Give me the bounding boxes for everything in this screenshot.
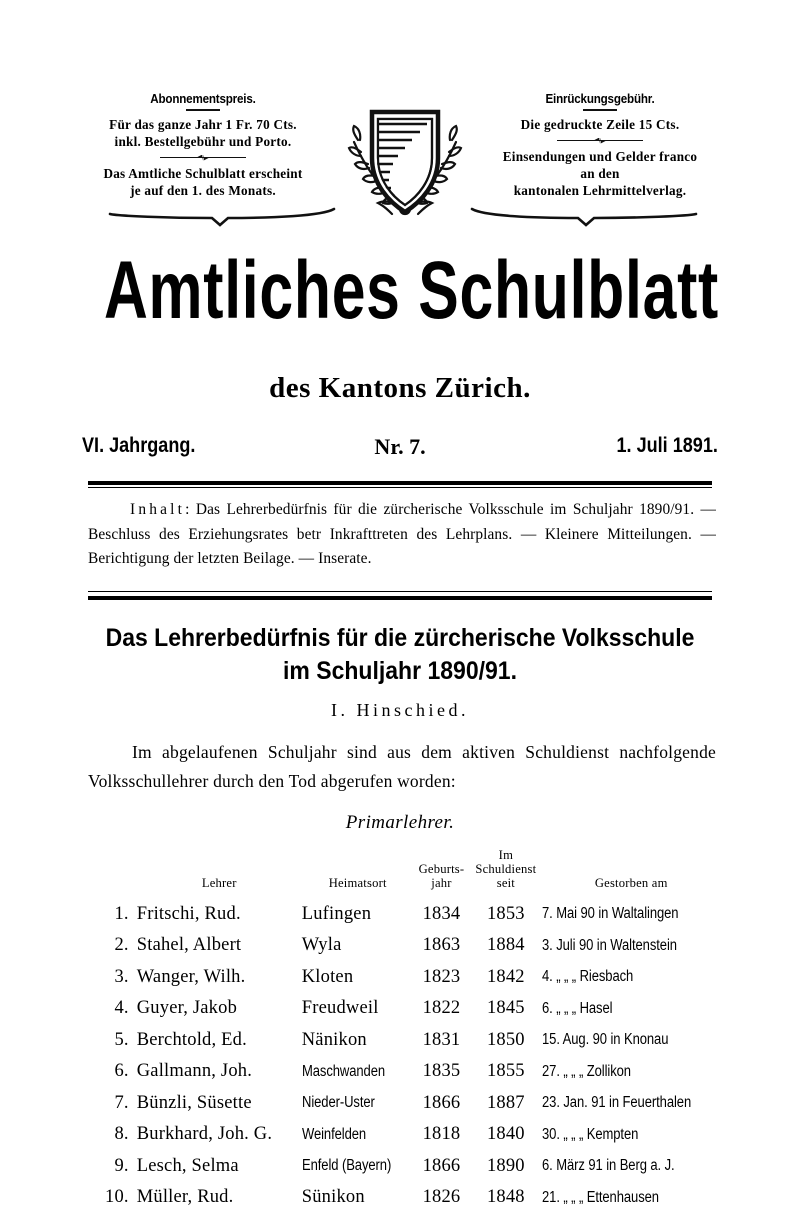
hometown-text: Weinfelden	[301, 1125, 366, 1143]
column-header-birth-year-line-2: jahr	[431, 876, 452, 890]
inhalt-colon: :	[185, 501, 190, 518]
teacher-name: Müller, Rud.	[136, 1187, 234, 1207]
row-number: 3.	[114, 966, 129, 987]
birth-year: 1863	[422, 935, 461, 955]
table-row	[100, 898, 720, 930]
hometown: Freudweil	[301, 998, 379, 1018]
column-header-hometown: Heimatsort	[328, 876, 387, 890]
table-row	[100, 1024, 720, 1056]
service-since: 1853	[486, 903, 525, 924]
service-since: 1890	[486, 1155, 525, 1176]
divider-rule	[186, 109, 220, 111]
hometown: Wyla	[301, 935, 342, 955]
table-row	[100, 1119, 720, 1151]
birth-year: 1823	[422, 966, 461, 987]
hometown	[302, 1087, 414, 1119]
died-on	[542, 1150, 720, 1182]
hometown: Lufingen	[301, 903, 372, 924]
teacher-name: Burkhard, Joh. G.	[136, 1124, 273, 1144]
hometown	[302, 1056, 414, 1088]
hometown: Nänikon	[301, 1029, 367, 1050]
hometown: Sünikon	[301, 1187, 365, 1207]
table-header-row	[100, 848, 720, 898]
issue-volume: VI. Jahrgang.	[82, 434, 196, 457]
birth-year: 1822	[422, 998, 461, 1018]
teacher-name: Guyer, Jakob	[136, 998, 238, 1018]
died-on	[542, 898, 720, 930]
service-since: 1850	[486, 1029, 525, 1050]
dash-dot-divider	[78, 153, 328, 162]
table-body	[100, 898, 720, 1213]
table-row	[100, 961, 720, 993]
died-on	[542, 1056, 720, 1088]
birth-year: 1818	[422, 1124, 461, 1144]
article-heading	[32, 622, 768, 688]
service-since: 1848	[486, 1187, 525, 1207]
article-paragraph-text: Im abgelaufenen Schuljahr sind aus dem aktiven Schuldienst nachfolgende Volksschullehrer durch den Tod abgerufen worden:	[88, 742, 716, 791]
masthead-advertising-line-4: kantonalen Lehrmittelverlag.	[513, 183, 687, 198]
masthead-swash-rule-left	[108, 206, 338, 232]
row-number: 2.	[114, 935, 129, 955]
table-of-contents	[88, 498, 716, 572]
inhalt-label: Inhalt	[130, 501, 186, 518]
died-on	[542, 1182, 720, 1214]
inhalt-top-rule-thin	[88, 487, 712, 488]
service-since: 1845	[486, 998, 525, 1018]
birth-year: 1835	[422, 1061, 461, 1081]
died-on	[542, 1119, 720, 1151]
hometown-text: Nieder-Uster	[301, 1094, 375, 1111]
inhalt-top-rule-thick	[88, 481, 712, 485]
died-on	[542, 930, 720, 962]
masthead-advertising-heading: Einrückungsgebühr.	[545, 92, 655, 106]
article-heading-line-2: im Schuljahr 1890/91.	[283, 657, 517, 685]
issue-date: 1. Juli 1891.	[616, 434, 718, 457]
masthead-subscription-block	[78, 92, 328, 199]
teacher-name: Berchtold, Ed.	[136, 1029, 247, 1050]
row-number: 10.	[105, 1187, 129, 1207]
died-on-text: 6. März 91 in Berg a. J.	[542, 1157, 676, 1174]
inhalt-bottom-rule-thin	[88, 591, 712, 592]
zurich-coat-of-arms-icon	[332, 96, 478, 228]
inhalt-text: Das Lehrerbedürfnis für die zürcherische Volksschule im Schuljahr 1890/91. — Beschluss des Erziehungsrates betr Inkrafttreten des Lehrplans. — Kleinere Mitteilungen. — Berichtigung der letzten Beilage. — Inserate.	[88, 501, 716, 567]
masthead-advertising-line-2: Einsendungen und Gelder franco	[502, 149, 698, 164]
died-on	[542, 1024, 720, 1056]
masthead-advertising-block	[470, 92, 730, 199]
died-on	[542, 961, 720, 993]
died-on	[542, 1087, 720, 1119]
publication-subtitle: des Kantons Zürich.	[269, 372, 531, 404]
masthead-subscription-line-4: je auf den 1. des Monats.	[130, 183, 276, 198]
teacher-name: Gallmann, Joh.	[136, 1061, 253, 1081]
died-on-text: 3. Juli 90 in Waltenstein	[542, 936, 678, 954]
article-section-heading: I. Hinschied.	[331, 700, 469, 720]
masthead-swash-rule-right	[468, 206, 698, 232]
article-heading-line-1: Das Lehrerbedürfnis für die zürcherische Volksschule	[105, 624, 695, 652]
row-number: 4.	[114, 998, 129, 1018]
hometown: Kloten	[301, 966, 354, 987]
birth-year: 1866	[422, 1092, 461, 1113]
row-number: 8.	[114, 1124, 129, 1144]
row-number: 9.	[114, 1155, 129, 1176]
service-since: 1840	[486, 1124, 525, 1144]
service-since: 1842	[486, 966, 525, 987]
service-since: 1887	[486, 1092, 525, 1113]
birth-year: 1866	[422, 1155, 461, 1176]
issue-number: Nr. 7.	[374, 434, 426, 459]
column-header-service-line-2: Schuldienst	[475, 862, 537, 876]
teacher-name: Wanger, Wilh.	[136, 966, 246, 987]
table-row	[100, 993, 720, 1025]
article-paragraph	[88, 738, 716, 796]
masthead-subscription-line-3: Das Amtliche Schulblatt erscheint	[103, 166, 303, 181]
died-on-text: 30. „ „ „ Kempten	[542, 1125, 639, 1143]
masthead-advertising-line-1: Die gedruckte Zeile 15 Cts.	[520, 117, 680, 132]
died-on-text: 15. Aug. 90 in Knonau	[542, 1031, 669, 1048]
table-row	[100, 1150, 720, 1182]
row-number: 6.	[114, 1061, 129, 1081]
row-number: 1.	[114, 903, 129, 924]
masthead-subscription-line-1: Für das ganze Jahr 1 Fr. 70 Cts.	[109, 117, 297, 132]
birth-year: 1831	[422, 1029, 461, 1050]
inhalt-bottom-rule-thick	[88, 596, 712, 600]
died-on	[542, 993, 720, 1025]
divider-rule	[583, 109, 617, 111]
hometown	[302, 1150, 414, 1182]
column-header-number	[100, 848, 137, 898]
table-row	[100, 1182, 720, 1214]
dash-dot-divider	[470, 136, 730, 145]
teacher-name: Stahel, Albert	[136, 935, 242, 955]
column-header-birth-year	[414, 848, 470, 898]
died-on-text: 23. Jan. 91 in Feuerthalen	[542, 1094, 692, 1111]
column-header-teacher: Lehrer	[201, 876, 237, 890]
died-on-text: 7. Mai 90 in Waltalingen	[542, 905, 679, 922]
hometown-text: Enfeld (Bayern)	[301, 1157, 391, 1174]
column-header-birth-year-line-1: Geburts-	[418, 862, 465, 876]
hometown	[302, 1119, 414, 1151]
masthead-advertising-line-3: an den	[580, 166, 620, 181]
service-since: 1855	[486, 1061, 525, 1081]
publication-title: Amtliches Schulblatt	[104, 245, 719, 336]
table-row	[100, 930, 720, 962]
service-since: 1884	[486, 935, 525, 955]
birth-year: 1826	[422, 1187, 461, 1207]
issue-line	[82, 434, 718, 464]
row-number: 5.	[114, 1029, 129, 1050]
masthead-subscription-line-2: inkl. Bestellgebühr und Porto.	[114, 134, 292, 149]
teacher-name: Bünzli, Süsette	[136, 1092, 252, 1113]
died-on-text: 21. „ „ „ Ettenhausen	[542, 1188, 660, 1206]
column-header-died-on: Gestorben am	[594, 876, 668, 890]
birth-year: 1834	[422, 903, 461, 924]
teacher-name: Lesch, Selma	[136, 1155, 239, 1176]
row-number: 7.	[114, 1092, 129, 1113]
column-header-service-line-3: seit	[496, 876, 516, 890]
teacher-name: Fritschi, Rud.	[136, 903, 241, 924]
column-header-service-since	[469, 848, 542, 898]
table-category-heading: Primarlehrer.	[345, 812, 455, 833]
table-row	[100, 1056, 720, 1088]
column-header-service-line-1: Im	[498, 848, 514, 862]
died-on-text: 4. „ „ „ Riesbach	[542, 968, 634, 985]
deceased-teachers-table	[100, 848, 720, 1213]
masthead-subscription-heading: Abonnementspreis.	[150, 92, 256, 106]
died-on-text: 6. „ „ „ Hasel	[542, 999, 613, 1017]
hometown-text: Maschwanden	[301, 1062, 385, 1080]
died-on-text: 27. „ „ „ Zollikon	[542, 1062, 632, 1080]
table-row	[100, 1087, 720, 1119]
